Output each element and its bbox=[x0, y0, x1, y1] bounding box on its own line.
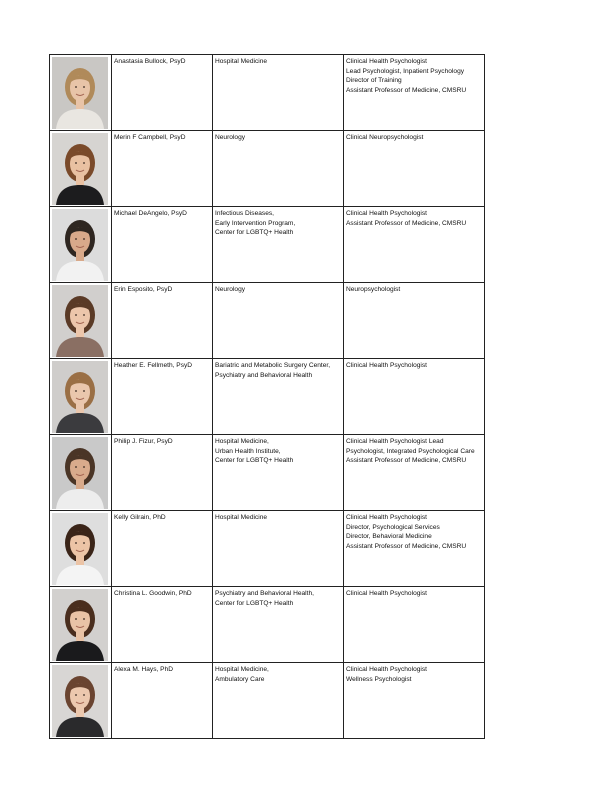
staff-name: Merin F Campbell, PsyD bbox=[114, 134, 186, 141]
staff-table-body bbox=[50, 55, 485, 739]
title-line: Lead Psychologist, Inpatient Psychology bbox=[346, 67, 465, 75]
staff-name: Anastasia Bullock, PsyD bbox=[114, 58, 186, 65]
title-cell bbox=[344, 207, 485, 283]
table-row bbox=[50, 207, 485, 283]
table-row bbox=[50, 55, 485, 131]
title-cell bbox=[344, 587, 485, 663]
photo-cell bbox=[50, 207, 112, 283]
department-line: Hospital Medicine, bbox=[215, 666, 269, 673]
department-line: Early Intervention Program, bbox=[215, 219, 296, 227]
title-cell bbox=[344, 435, 485, 511]
department-line: Center for LGBTQ+ Health bbox=[215, 599, 294, 607]
photo-cell bbox=[50, 587, 112, 663]
title-line: Clinical Health Psychologist bbox=[346, 362, 427, 369]
name-cell bbox=[112, 435, 213, 511]
table-row bbox=[50, 663, 485, 739]
photo-cell bbox=[50, 55, 112, 131]
table-row bbox=[50, 283, 485, 359]
name-cell bbox=[112, 587, 213, 663]
title-cell bbox=[344, 511, 485, 587]
title-line: Assistant Professor of Medicine, CMSRU bbox=[346, 86, 467, 94]
title-line: Clinical Neuropsychologist bbox=[346, 134, 424, 141]
title-line: Director of Training bbox=[346, 77, 402, 85]
title-line: Clinical Health Psychologist bbox=[346, 666, 427, 673]
headshot-photo bbox=[52, 133, 108, 205]
department-cell bbox=[213, 207, 344, 283]
name-cell bbox=[112, 511, 213, 587]
name-cell bbox=[112, 283, 213, 359]
department-line: Ambulatory Care bbox=[215, 675, 265, 683]
name-cell bbox=[112, 55, 213, 131]
department-line: Center for LGBTQ+ Health bbox=[215, 229, 294, 237]
title-line: Director, Psychological Services bbox=[346, 523, 440, 531]
table-row bbox=[50, 435, 485, 511]
staff-table bbox=[49, 54, 485, 739]
staff-name: Erin Esposito, PsyD bbox=[114, 286, 173, 293]
department-line: Psychiatry and Behavioral Health, bbox=[215, 590, 314, 597]
title-line: Psychologist, Integrated Psychological Care bbox=[346, 447, 475, 455]
headshot-photo bbox=[52, 665, 108, 737]
department-line: Infectious Diseases, bbox=[215, 210, 275, 217]
table-row bbox=[50, 587, 485, 663]
staff-name: Kelly Gilrain, PhD bbox=[114, 514, 166, 521]
staff-name: Christina L. Goodwin, PhD bbox=[114, 590, 192, 597]
department-line: Hospital Medicine, bbox=[215, 438, 269, 445]
title-cell bbox=[344, 283, 485, 359]
department-line: Urban Health Institute, bbox=[215, 447, 281, 455]
title-line: Neuropsychologist bbox=[346, 286, 401, 293]
headshot-photo bbox=[52, 437, 108, 509]
headshot-photo bbox=[52, 209, 108, 281]
department-cell bbox=[213, 359, 344, 435]
photo-cell bbox=[50, 435, 112, 511]
title-line: Clinical Health Psychologist bbox=[346, 514, 427, 521]
table-row bbox=[50, 131, 485, 207]
name-cell bbox=[112, 207, 213, 283]
title-line: Clinical Health Psychologist bbox=[346, 58, 427, 65]
title-line: Director, Behavioral Medicine bbox=[346, 533, 432, 541]
department-cell bbox=[213, 587, 344, 663]
photo-cell bbox=[50, 511, 112, 587]
department-cell bbox=[213, 511, 344, 587]
title-line: Assistant Professor of Medicine, CMSRU bbox=[346, 219, 467, 227]
title-line: Assistant Professor of Medicine, CMSRU bbox=[346, 542, 467, 550]
name-cell bbox=[112, 663, 213, 739]
department-line: Center for LGBTQ+ Health bbox=[215, 457, 294, 465]
title-cell bbox=[344, 55, 485, 131]
headshot-photo bbox=[52, 589, 108, 661]
title-line: Assistant Professor of Medicine, CMSRU bbox=[346, 457, 467, 465]
headshot-photo bbox=[52, 285, 108, 357]
photo-cell bbox=[50, 283, 112, 359]
department-line: Neurology bbox=[215, 286, 246, 293]
department-cell bbox=[213, 283, 344, 359]
staff-name: Heather E. Fellmeth, PsyD bbox=[114, 362, 193, 369]
photo-cell bbox=[50, 663, 112, 739]
department-line: Psychiatry and Behavioral Health bbox=[215, 371, 313, 379]
name-cell bbox=[112, 359, 213, 435]
headshot-photo bbox=[52, 361, 108, 433]
table-row bbox=[50, 359, 485, 435]
title-cell bbox=[344, 663, 485, 739]
staff-name: Michael DeAngelo, PsyD bbox=[114, 210, 187, 217]
staff-name: Philip J. Fizur, PsyD bbox=[114, 438, 173, 445]
name-cell bbox=[112, 131, 213, 207]
headshot-photo bbox=[52, 513, 108, 585]
department-line: Hospital Medicine bbox=[215, 514, 268, 521]
photo-cell bbox=[50, 131, 112, 207]
department-cell bbox=[213, 663, 344, 739]
department-cell bbox=[213, 55, 344, 131]
staff-name: Alexa M. Hays, PhD bbox=[114, 666, 173, 673]
title-line: Clinical Health Psychologist bbox=[346, 590, 427, 597]
table-row bbox=[50, 511, 485, 587]
title-cell bbox=[344, 131, 485, 207]
headshot-photo bbox=[52, 57, 108, 129]
title-line: Wellness Psychologist bbox=[346, 675, 412, 683]
title-cell bbox=[344, 359, 485, 435]
department-line: Neurology bbox=[215, 134, 246, 141]
department-cell bbox=[213, 435, 344, 511]
title-line: Clinical Health Psychologist Lead bbox=[346, 438, 444, 445]
department-line: Hospital Medicine bbox=[215, 58, 268, 65]
photo-cell bbox=[50, 359, 112, 435]
department-line: Bariatric and Metabolic Surgery Center, bbox=[215, 362, 331, 369]
department-cell bbox=[213, 131, 344, 207]
title-line: Clinical Health Psychologist bbox=[346, 210, 427, 217]
